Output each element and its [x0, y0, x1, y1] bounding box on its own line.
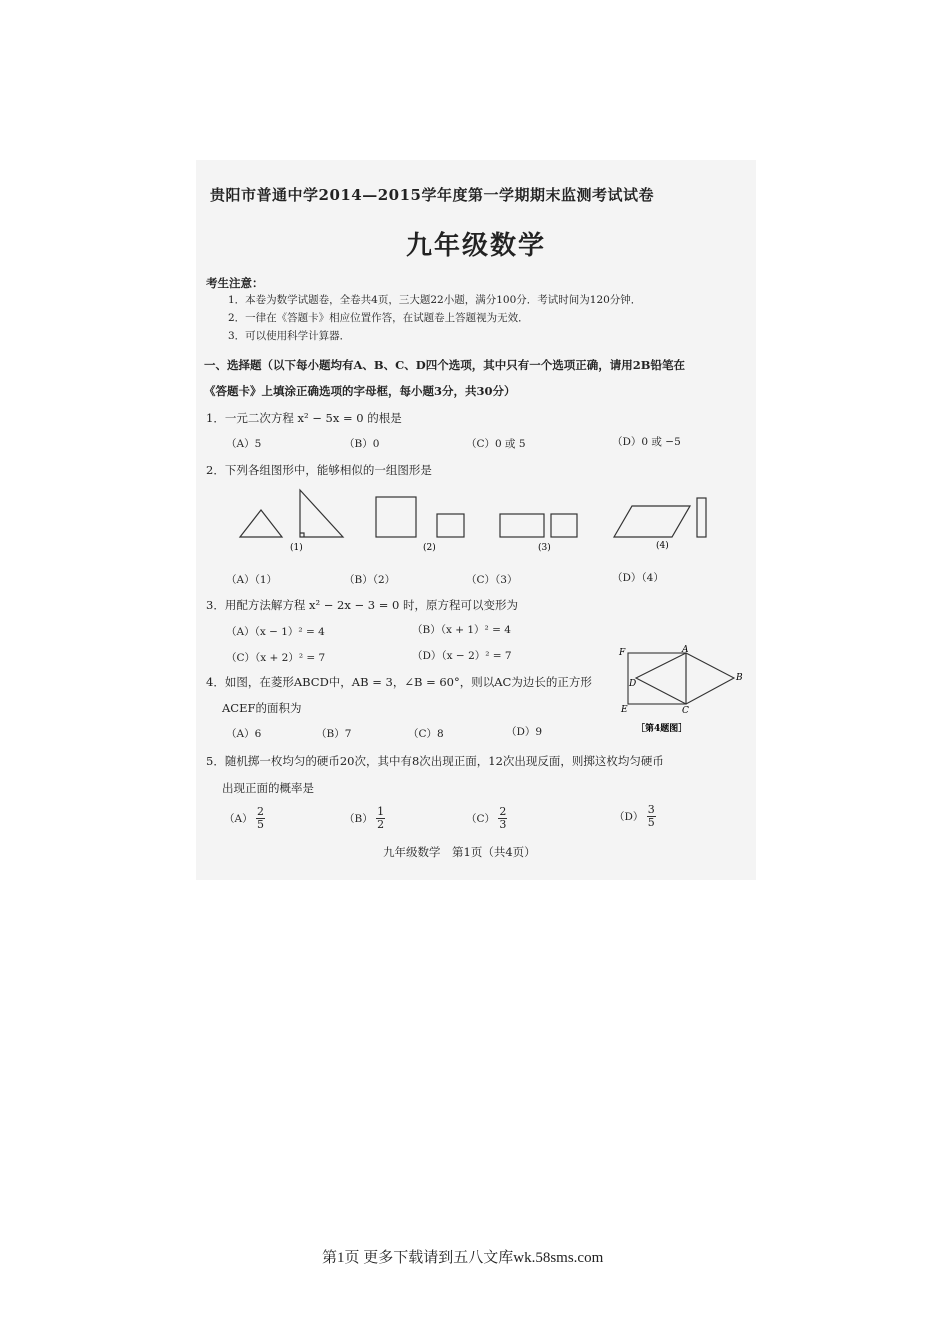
figure3-rect-small [551, 514, 577, 537]
section1-instruction-line2: 《答题卡》上填涂正确选项的字母框，每小题3分，共30分） [204, 384, 516, 398]
q4-option-c: （C）8 [408, 728, 444, 740]
q3-stem: 3．用配方法解方程 x² − 2x − 3 = 0 时，原方程可以变形为 [206, 598, 518, 612]
q3-option-b: （B）（x + 1）² = 4 [412, 624, 511, 636]
q5-option-b [344, 806, 385, 831]
q2-option-d: （D）（4） [612, 572, 664, 584]
point-label-c: C [682, 706, 689, 716]
q2-option-b: （B）（2） [344, 574, 396, 586]
q1-option-b: （B）0 [344, 438, 380, 450]
q4-option-d: （D）9 [506, 726, 543, 738]
q5-option-c-label: （C） [466, 813, 496, 825]
denominator: 5 [256, 818, 264, 831]
q2-stem: 2．下列各组图形中，能够相似的一组图形是 [206, 463, 432, 477]
q2-shape-figures [230, 484, 730, 556]
q3-option-c: （C）（x + 2）² = 7 [226, 652, 326, 664]
q5-option-b-label: （B） [344, 813, 373, 825]
numerator: 2 [256, 805, 264, 818]
numerator: 2 [499, 805, 507, 818]
q5-option-c [466, 806, 507, 831]
figure-label-1: (1) [290, 543, 303, 553]
figure-label-4: (4) [656, 541, 669, 551]
figure-label-2: (2) [423, 543, 436, 553]
q2-option-a: （A）（1） [226, 574, 278, 586]
figure2-square-large [376, 497, 416, 537]
notice-3: 3．可以使用科学计算器． [228, 330, 351, 342]
section1-instruction-line1: 一、选择题（以下每小题均有A、B、C、D四个选项，其中只有一个选项正确，请用2B铅笔在 [204, 358, 685, 372]
q3-option-d: （D）（x − 2）² = 7 [412, 650, 512, 662]
figure1-triangle-small [240, 510, 282, 537]
point-label-d: D [629, 679, 637, 689]
q4-stem-line2: ACEF的面积为 [222, 701, 302, 715]
q1-option-d: （D）0 或 −5 [612, 436, 681, 448]
notice-2: 2．一律在《答题卡》相应位置作答，在试题卷上答题视为无效． [228, 312, 529, 324]
figure-label-3: (3) [538, 543, 551, 553]
notice-1: 1．本卷为数学试题卷，全卷共4页，三大题22小题，满分100分．考试时间为120分钟． [228, 294, 642, 306]
denominator: 2 [377, 818, 385, 831]
site-footer: 第1页 更多下载请到五八文库wk.58sms.com [322, 1250, 604, 1266]
exam-header: 贵阳市普通中学2014—2015学年度第一学期期末监测考试试卷 [210, 186, 654, 204]
q4-option-b: （B）7 [316, 728, 352, 740]
q5-stem-line1: 5．随机掷一枚均匀的硬币20次，其中有8次出现正面，12次出现反面，则掷这枚均匀硬币 [206, 754, 664, 768]
exam-title: 九年级数学 [406, 231, 547, 261]
q5-option-d-fraction [647, 804, 656, 829]
q3-option-a: （A）（x − 1）² = 4 [226, 626, 325, 638]
denominator: 3 [499, 818, 507, 831]
numerator: 3 [647, 803, 655, 816]
q1-option-c: （C）0 或 5 [466, 438, 526, 450]
q5-option-a-fraction [256, 806, 265, 831]
exam-page-footer: 九年级数学 第1页（共4页） [383, 845, 536, 859]
q5-option-a-label: （A） [224, 813, 253, 825]
q5-option-d [614, 804, 656, 829]
figure4-rect-thin [697, 498, 706, 537]
q1-stem: 1．一元二次方程 x² − 5x = 0 的根是 [206, 411, 402, 425]
notice-title: 考生注意： [206, 276, 264, 290]
q2-option-c: （C）（3） [466, 574, 518, 586]
point-label-a: A [682, 645, 689, 655]
rhombus-abcd [636, 653, 734, 704]
q4-rhombus-square-figure [616, 644, 750, 740]
numerator: 1 [377, 805, 385, 818]
denominator: 5 [647, 816, 655, 829]
figure1-triangle-right [300, 490, 343, 537]
q5-option-b-fraction [376, 806, 385, 831]
q4-option-a: （A）6 [226, 728, 262, 740]
q5-option-d-label: （D） [614, 811, 644, 823]
point-label-b: B [736, 673, 743, 683]
figure3-rect-large [500, 514, 544, 537]
figure-caption: ［第4题图］ [636, 724, 688, 734]
q5-option-c-fraction [498, 806, 507, 831]
q1-option-a: （A）5 [226, 438, 262, 450]
figure2-square-small [437, 514, 464, 537]
point-label-f: F [619, 648, 626, 658]
point-label-e: E [621, 705, 628, 715]
q5-option-a [224, 806, 265, 831]
figure4-parallelogram [614, 506, 690, 537]
q5-stem-line2: 出现正面的概率是 [222, 781, 314, 795]
q4-stem-line1: 4．如图，在菱形ABCD中，AB = 3，∠B = 60°，则以AC为边长的正方形 [206, 675, 592, 689]
